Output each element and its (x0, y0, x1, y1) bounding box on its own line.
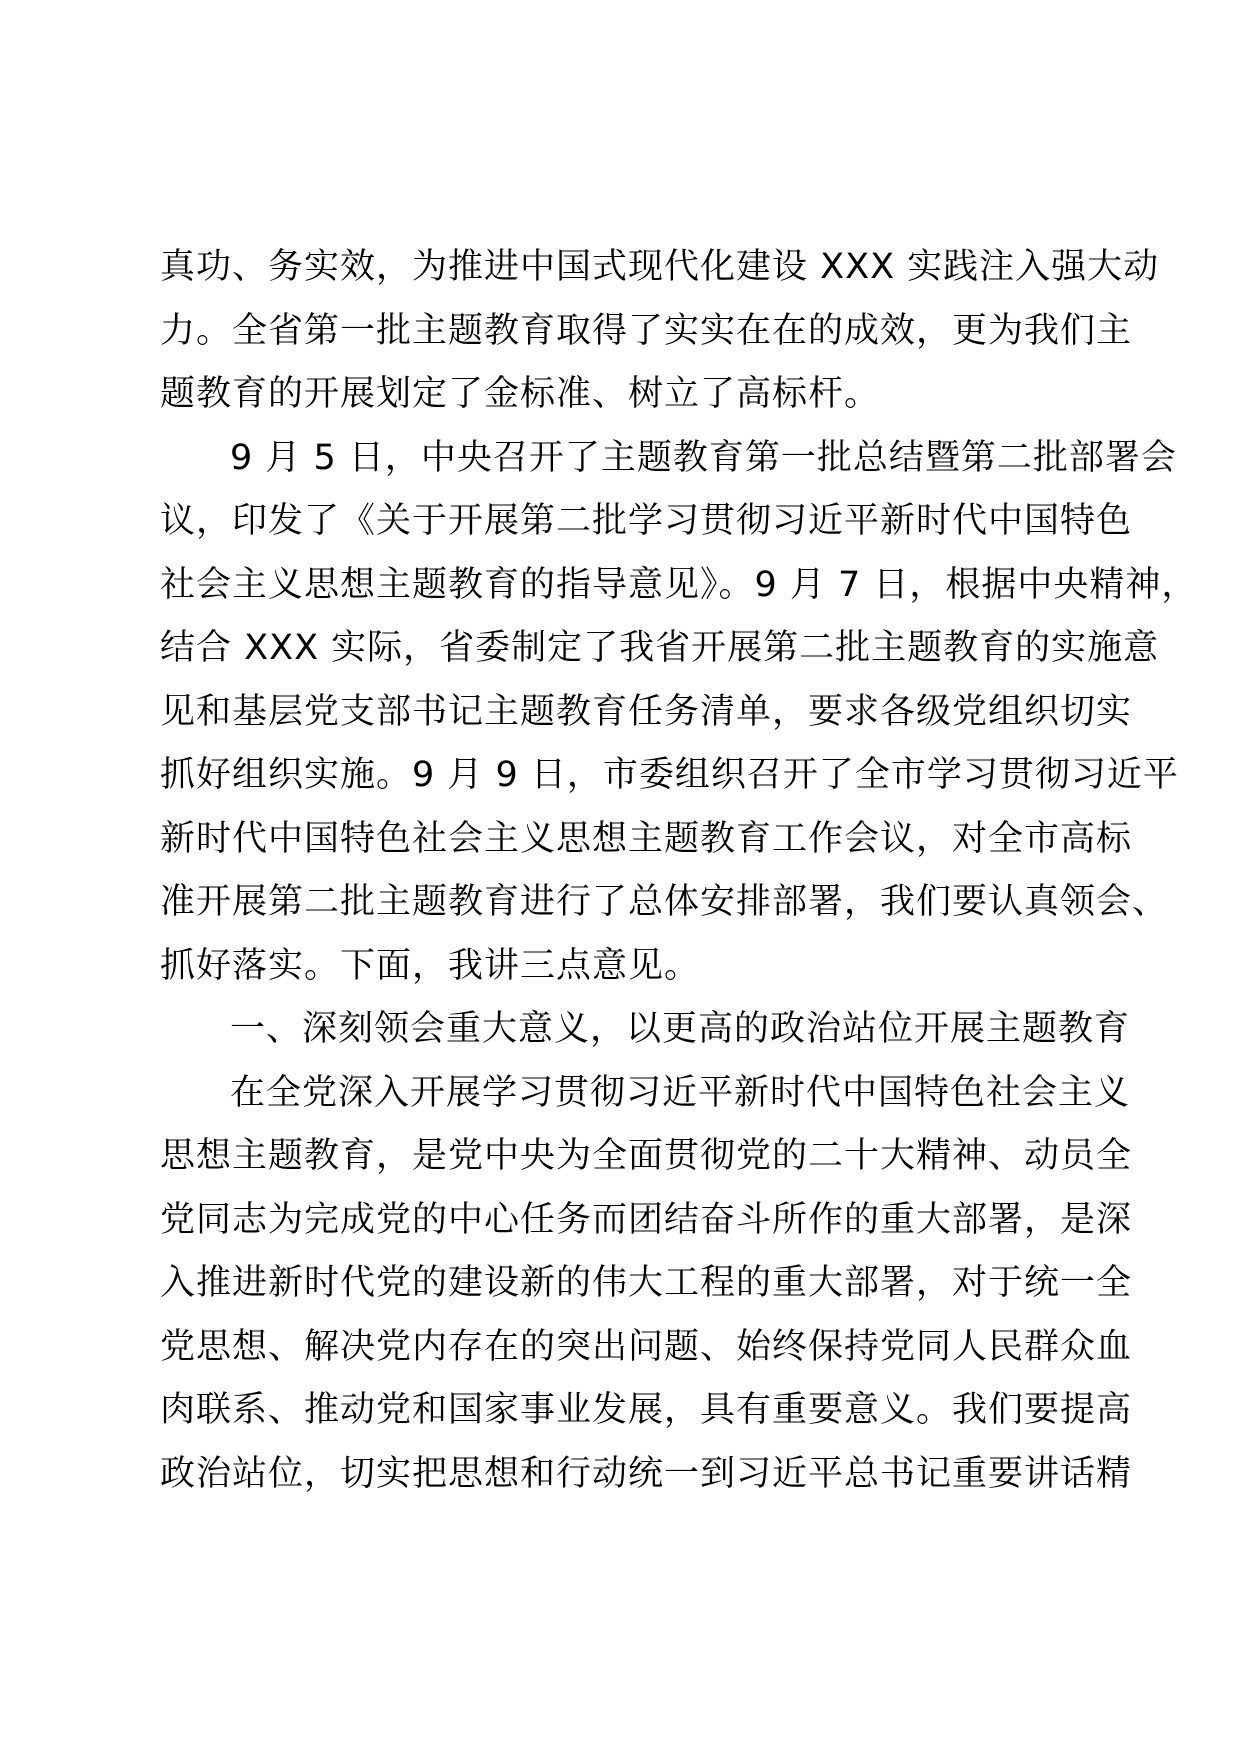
text-line: 准开展第二批主题教育进行了总体安排部署，我们要认真领会、 (160, 882, 1169, 922)
text-line: 肉联系、推动党和国家事业发展，具有重要意义。我们要提高 (160, 1390, 1133, 1430)
text-line: 新时代中国特色社会主义思想主题教育工作会议，对全市高标 (160, 818, 1133, 859)
text-line: 题教育的开展划定了金标准、树立了高标杆。 (160, 374, 881, 414)
paragraph-first-line: 9 月 5 日，中央召开了主题教育第一批总结暨第二批部署会 (230, 437, 1177, 478)
text-line: 思想主题教育，是党中央为全面贯彻党的二十大精神、动员全 (160, 1136, 1133, 1176)
text-line: 抓好组织实施。9 月 9 日，市委组织召开了全市学习贯彻习近平 (160, 755, 1179, 795)
paragraph-first-line: 在全党深入开展学习贯彻习近平新时代中国特色社会主义 (230, 1072, 1131, 1113)
text-line: 社会主义思想主题教育的指导意见》。9 月 7 日，根据中央精神， (160, 564, 1198, 605)
text-line: 政治站位，切实把思想和行动统一到习近平总书记重要讲话精 (160, 1453, 1133, 1494)
text-line: 入推进新时代党的建设新的伟大工程的重大部署，对于统一全 (160, 1263, 1133, 1303)
text-line: 议，印发了《关于开展第二批学习贯彻习近平新时代中国特色 (160, 501, 1133, 541)
text-line: 党思想、解决党内存在的突出问题、始终保持党同人民群众血 (160, 1326, 1133, 1367)
text-line: 力。全省第一批主题教育取得了实实在在的成效，更为我们主 (160, 310, 1133, 351)
text-line: 真功、务实效，为推进中国式现代化建设 XXX 实践注入强大动 (160, 247, 1160, 287)
text-line: 见和基层党支部书记主题教育任务清单，要求各级党组织切实 (160, 691, 1133, 732)
text-line: 结合 XXX 实际，省委制定了我省开展第二批主题教育的实施意 (160, 628, 1160, 668)
document-body (160, 236, 1198, 1506)
section-heading: 一、深刻领会重大意义，以更高的政治站位开展主题教育 (230, 1009, 1131, 1049)
text-line: 抓好落实。下面，我讲三点意见。 (160, 945, 701, 986)
text-line: 党同志为完成党的中心任务而团结奋斗所作的重大部署，是深 (160, 1199, 1133, 1240)
